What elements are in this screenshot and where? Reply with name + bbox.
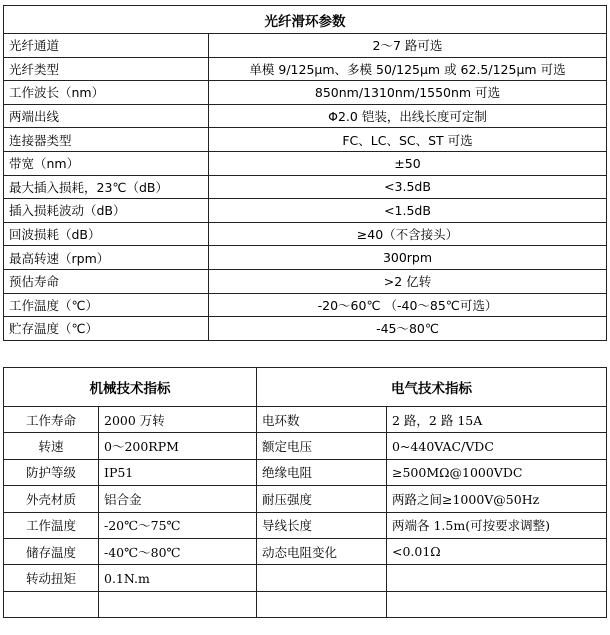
elec-label [257, 565, 387, 591]
elec-label: 额定电压 [257, 433, 387, 459]
table-row [4, 565, 607, 591]
mech-label: 外壳材质 [4, 486, 99, 512]
table-row [4, 151, 607, 175]
mech-value: -20℃～75℃ [99, 512, 257, 538]
param-label: 工作温度（℃） [4, 293, 209, 317]
table-row [4, 34, 607, 58]
table-row [4, 459, 607, 485]
param-label: 带宽（nm） [4, 151, 209, 175]
electrical-specs-title: 电气技术指标 [257, 368, 607, 407]
fiber-params-table [3, 5, 607, 341]
table-row [4, 317, 607, 341]
table-row [4, 222, 607, 246]
elec-label: 导线长度 [257, 512, 387, 538]
param-value: 850nm/1310nm/1550nm 可选 [209, 81, 607, 105]
param-label: 工作波长（nm） [4, 81, 209, 105]
table-row [4, 433, 607, 459]
specs-header-row [4, 368, 607, 407]
elec-label: 动态电阻变化 [257, 538, 387, 564]
param-value: 单模 9/125μm、多模 50/125μm 或 62.5/125μm 可选 [209, 57, 607, 81]
elec-value: 两端各 1.5m(可按要求调整) [387, 512, 607, 538]
param-label: 回波损耗（dB） [4, 222, 209, 246]
param-label: 最大插入损耗，23℃（dB） [4, 175, 209, 199]
mech-label [4, 591, 99, 617]
mech-label: 防护等级 [4, 459, 99, 485]
param-value: ≥40（不含接头） [209, 222, 607, 246]
param-label: 预估寿命 [4, 269, 209, 293]
param-label: 插入损耗波动（dB） [4, 199, 209, 223]
elec-value: 0~440VAC/VDC [387, 433, 607, 459]
mech-value: 铝合金 [99, 486, 257, 512]
param-value: Φ2.0 铠装，出线长度可定制 [209, 104, 607, 128]
mech-value: 2000 万转 [99, 407, 257, 433]
param-label: 光纤通道 [4, 34, 209, 58]
param-value: FC、LC、SC、ST 可选 [209, 128, 607, 152]
specs-table [3, 367, 607, 618]
table-row [4, 81, 607, 105]
table-row [4, 269, 607, 293]
param-label: 最高转速（rpm） [4, 246, 209, 270]
mech-label: 转速 [4, 433, 99, 459]
elec-value: ≥500MΩ@1000VDC [387, 459, 607, 485]
param-value: >2 亿转 [209, 269, 607, 293]
elec-value: 两路之间≥1000V@50Hz [387, 486, 607, 512]
elec-value: <0.01Ω [387, 538, 607, 564]
mech-value: -40℃～80℃ [99, 538, 257, 564]
elec-label: 绝缘电阻 [257, 459, 387, 485]
mech-label: 工作寿命 [4, 407, 99, 433]
param-label: 两端出线 [4, 104, 209, 128]
table-row [4, 486, 607, 512]
param-label: 光纤类型 [4, 57, 209, 81]
table-row [4, 538, 607, 564]
elec-value [387, 591, 607, 617]
mech-value: 0.1N.m [99, 565, 257, 591]
table-row [4, 175, 607, 199]
table-row [4, 104, 607, 128]
mech-label: 工作温度 [4, 512, 99, 538]
mech-label: 转动扭矩 [4, 565, 99, 591]
param-value: -45～80℃ [209, 317, 607, 341]
mech-label: 储存温度 [4, 538, 99, 564]
table-row [4, 407, 607, 433]
elec-label: 电环数 [257, 407, 387, 433]
table-row [4, 591, 607, 617]
table-row [4, 57, 607, 81]
elec-label: 耐压强度 [257, 486, 387, 512]
mech-value [99, 591, 257, 617]
param-value: <1.5dB [209, 199, 607, 223]
param-value: 300rpm [209, 246, 607, 270]
elec-value: 2 路，2 路 15A [387, 407, 607, 433]
elec-label [257, 591, 387, 617]
table-row [4, 512, 607, 538]
table-row [4, 293, 607, 317]
param-value: 2～7 路可选 [209, 34, 607, 58]
param-value: <3.5dB [209, 175, 607, 199]
fiber-table-title: 光纤滑环参数 [4, 6, 607, 34]
param-value: ±50 [209, 151, 607, 175]
table-row [4, 128, 607, 152]
table-row [4, 246, 607, 270]
mech-value: IP51 [99, 459, 257, 485]
param-label: 连接器类型 [4, 128, 209, 152]
param-label: 贮存温度（℃） [4, 317, 209, 341]
mech-value: 0～200RPM [99, 433, 257, 459]
elec-value [387, 565, 607, 591]
fiber-table-title-row [4, 6, 607, 34]
param-value: -20～60℃ （-40～85℃可选） [209, 293, 607, 317]
mechanical-specs-title: 机械技术指标 [4, 368, 257, 407]
table-row [4, 199, 607, 223]
